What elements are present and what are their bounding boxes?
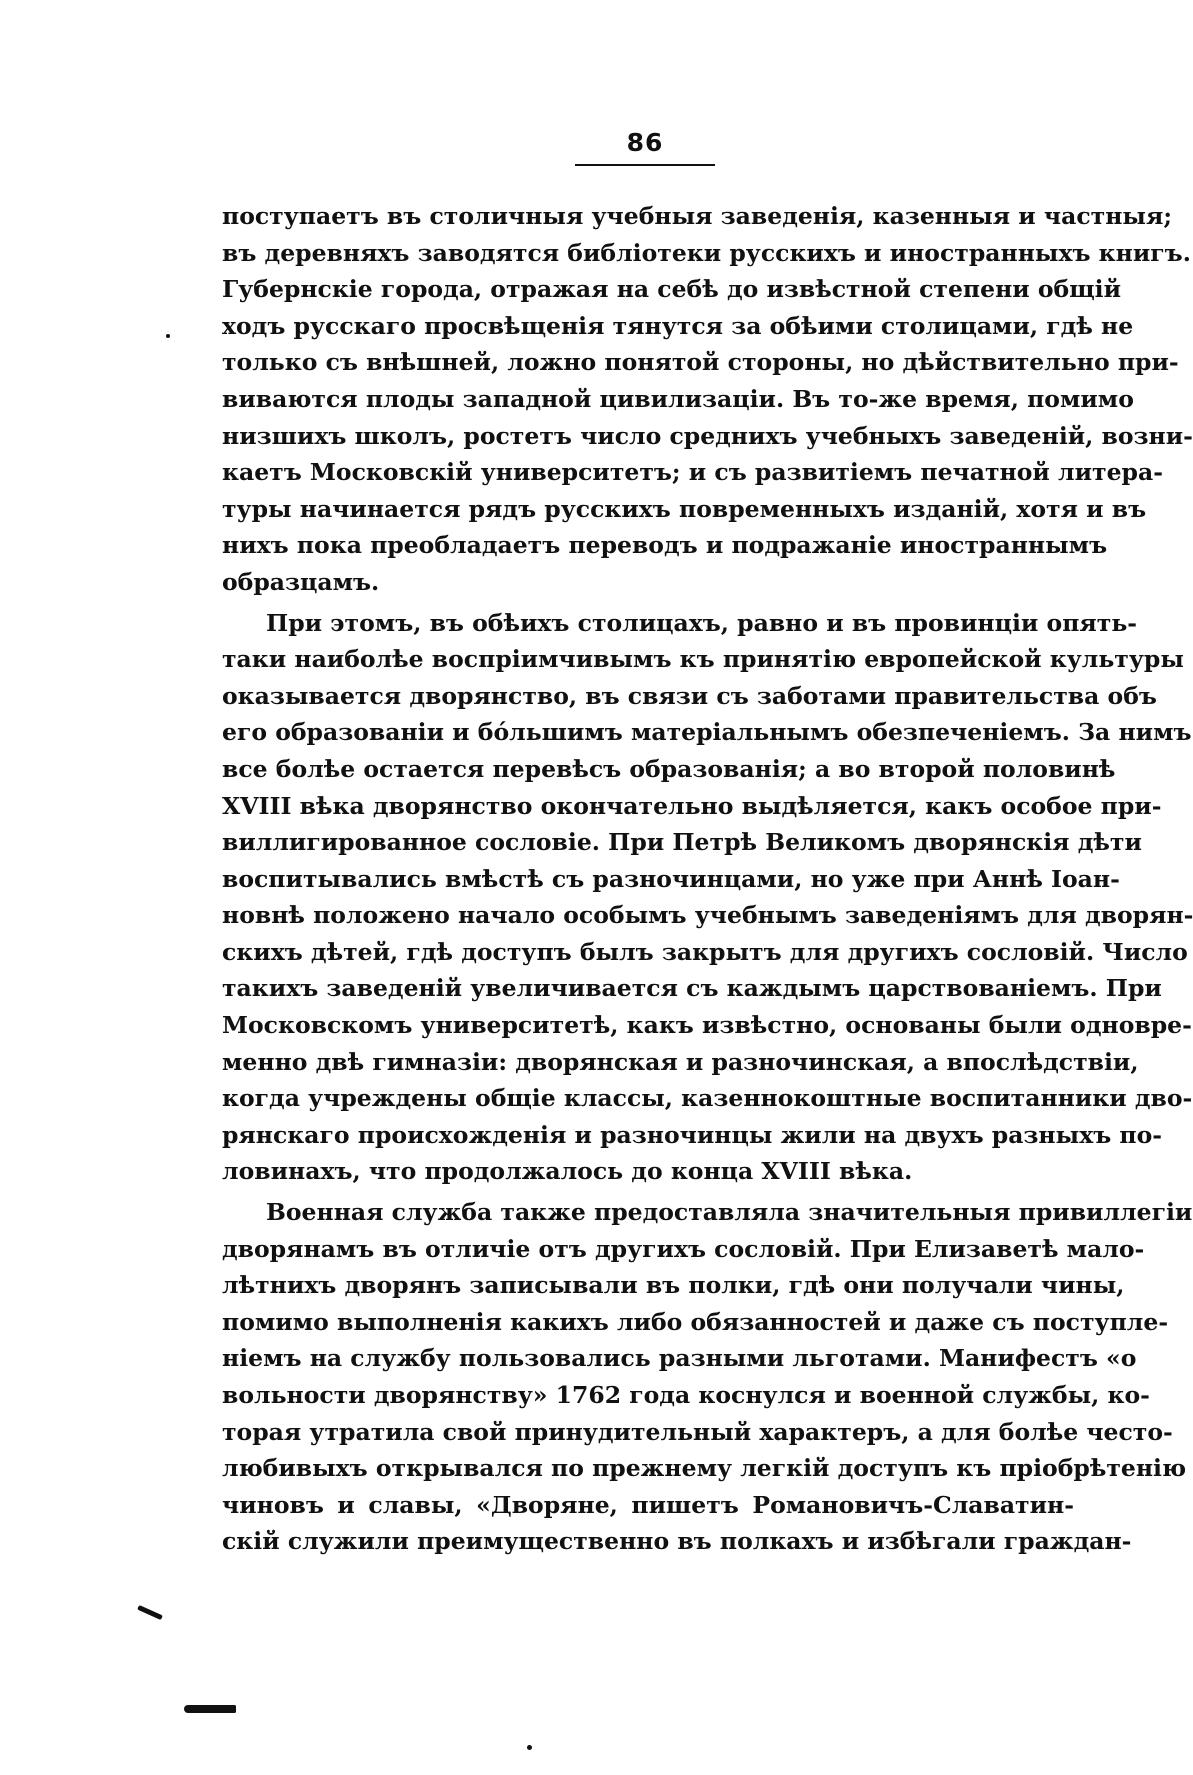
text-line: когда учреждены общіе классы, казеннокоштные воспитанники дво- <box>222 1084 1193 1113</box>
text-line: только съ внѣшней, ложно понятой стороны, но дѣйствительно при- <box>222 348 1179 377</box>
text-line: оказывается дворянство, въ связи съ заботами правительства объ <box>222 681 1157 710</box>
text-line: новнѣ положено начало особымъ учебнымъ заведеніямъ для дворян- <box>222 901 1193 930</box>
text-line: торая утратила свой принудительный характеръ, а для болѣе често- <box>222 1417 1173 1446</box>
text-line: все болѣе остается перевѣсъ образованія; а во второй половинѣ <box>222 754 1116 783</box>
text-line: каетъ Московскій университетъ; и съ развитіемъ печатной литера- <box>222 458 1163 487</box>
text-line: лѣтнихъ дворянъ записывали въ полки, гдѣ они получали чины, <box>222 1271 1125 1300</box>
text-line: ловинахъ, что продолжалось до конца XVIII вѣка. <box>222 1157 913 1186</box>
paragraph-1 <box>222 198 1193 601</box>
text-line: При этомъ, въ обѣихъ столицахъ, равно и въ провинціи опять- <box>266 608 1138 637</box>
text-line: XVIII вѣка дворянство окончательно выдѣляется, какъ особое при- <box>222 791 1162 820</box>
scan-speck <box>166 334 170 338</box>
text-line: поступаетъ въ столичныя учебныя заведенія, казенныя и частныя; <box>222 202 1173 230</box>
text-line: Губернскіе города, отражая на себѣ до извѣстной степени общій <box>222 275 1122 304</box>
text-line: скій служили преимущественно въ полкахъ и избѣгали граждан- <box>222 1527 1132 1556</box>
text-line: образцамъ. <box>222 567 380 596</box>
text-line: дворянамъ въ отличіе отъ другихъ сословій. При Елизаветѣ мало- <box>222 1234 1145 1263</box>
text-line: такихъ заведеній увеличивается съ каждымъ царствованіемъ. При <box>222 974 1162 1003</box>
text-line: помимо выполненія какихъ либо обязанностей и даже съ поступле- <box>222 1307 1169 1336</box>
text-line: любивыхъ открывался по прежнему легкій доступъ къ пріобрѣтенію <box>222 1454 1187 1483</box>
text-line: ніемъ на службу пользовались разными льготами. Манифестъ «о <box>222 1344 1137 1373</box>
text-line: нихъ пока преобладаетъ переводъ и подражаніе иностраннымъ <box>222 531 1108 560</box>
text-line: менно двѣ гимназіи: дворянская и разночинская, а впослѣдствіи, <box>222 1047 1139 1076</box>
body-text <box>222 198 1193 1560</box>
scan-speck <box>527 1745 532 1750</box>
text-line: его образованіи и бо́льшимъ матеріальнымъ обезпеченіемъ. За нимъ <box>222 718 1192 747</box>
text-line: воспитывались вмѣстѣ съ разночинцами, но уже при Аннѣ Іоан- <box>222 864 1120 893</box>
text-line: таки наиболѣе воспріимчивымъ къ принятію европейской культуры <box>222 645 1184 674</box>
text-line: вольности дворянству» 1762 года коснулся и военной службы, ко- <box>222 1381 1150 1409</box>
text-line: Военная служба также предоставляла значительныя привиллегіи <box>266 1198 1193 1227</box>
scan-smudge <box>184 1705 236 1713</box>
text-line: рянскаго происхожденія и разночинцы жили на двухъ разныхъ по- <box>222 1120 1163 1149</box>
paragraph-3 <box>222 1194 1193 1560</box>
text-line: виваются плоды западной цивилизаціи. Въ то-же время, помимо <box>222 384 1134 413</box>
page-number-rule <box>575 164 715 166</box>
text-line: въ деревняхъ заводятся библіотеки русскихъ и иностранныхъ книгъ. <box>222 238 1191 267</box>
text-line: Московскомъ университетѣ, какъ извѣстно, основаны были одновре- <box>222 1011 1192 1040</box>
text-line: виллигированное сословіе. При Петрѣ Великомъ дворянскія дѣти <box>222 828 1142 857</box>
paragraph-2 <box>222 605 1193 1191</box>
text-line: низшихъ школъ, ростетъ число среднихъ учебныхъ заведеній, возни- <box>222 421 1193 450</box>
scan-smudge <box>137 1605 163 1620</box>
text-line: скихъ дѣтей, гдѣ доступъ былъ закрытъ для другихъ сословій. Число <box>222 937 1188 966</box>
page-number: 86 <box>626 128 664 157</box>
text-line: туры начинается рядъ русскихъ повременныхъ изданій, хотя и въ <box>222 494 1147 523</box>
text-line: чиновъ и славы, «Дворяне, пишетъ Романовичъ-Славатин- <box>222 1490 1074 1519</box>
text-line: ходъ русскаго просвѣщенія тянутся за обѣими столицами, гдѣ не <box>222 311 1134 340</box>
